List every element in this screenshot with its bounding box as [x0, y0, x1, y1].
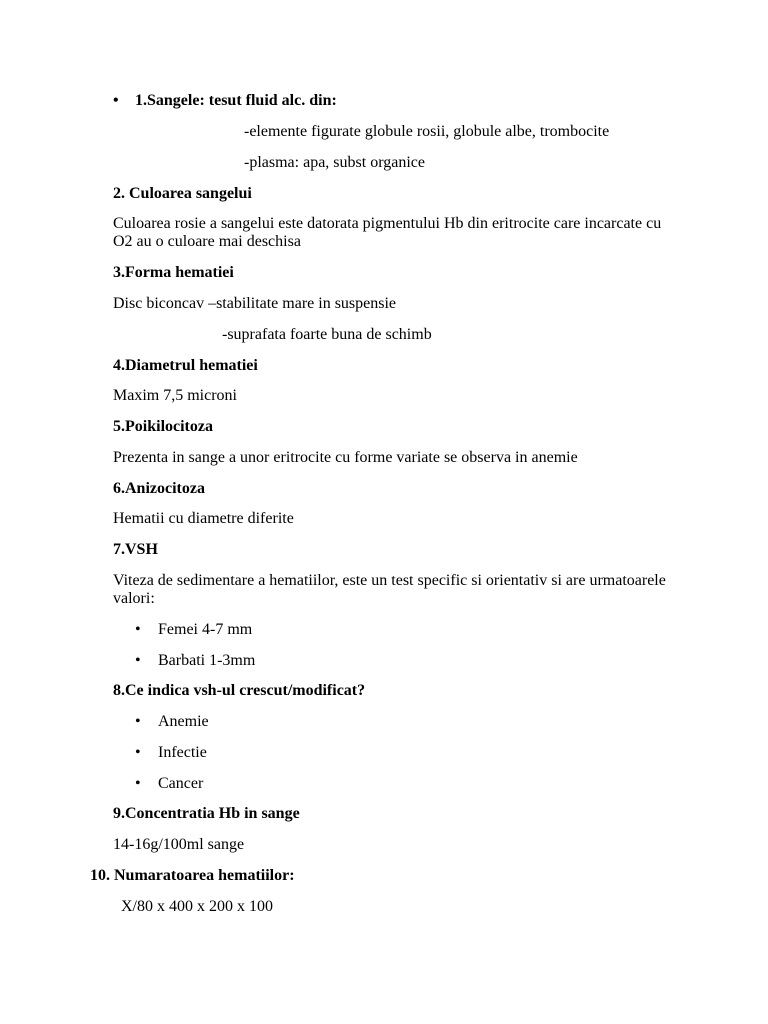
section-10-heading: 10. Numaratoarea hematiilor:	[90, 867, 295, 884]
section-1-line-2: -plasma: apa, subst organice	[244, 154, 425, 171]
section-2-text: Culoarea rosie a sangelui este datorata pigmentului Hb din eritrocite care incarcate cu O2 au o culoare mai deschisa	[113, 215, 662, 250]
section-6-text: Hematii cu diametre diferite	[113, 510, 294, 527]
section-5-text: Prezenta in sange a unor eritrocite cu forme variate se observa in anemie	[113, 449, 578, 466]
section-5-heading: 5.Poikilocitoza	[113, 418, 213, 435]
section-9-heading: 9.Concentratia Hb in sange	[113, 805, 300, 822]
section-8-item: Cancer	[158, 775, 204, 792]
section-10-text: X/80 x 400 x 200 x 100	[121, 898, 273, 915]
section-7-text: Viteza de sedimentare a hematiilor, este un test specific si orientativ si are urmatoarele valori:	[113, 572, 666, 607]
section-4-text: Maxim 7,5 microni	[113, 387, 237, 404]
section-2-heading: 2. Culoarea sangelui	[113, 185, 252, 202]
section-3-heading: 3.Forma hematiei	[113, 264, 234, 281]
section-7-heading: 7.VSH	[113, 541, 158, 558]
section-7-item: Barbati 1-3mm	[158, 652, 256, 669]
bullet-icon: •	[135, 744, 141, 761]
bullet-icon: •	[113, 92, 119, 109]
bullet-icon: •	[135, 621, 141, 638]
section-8-item: Infectie	[158, 744, 207, 761]
bullet-icon: •	[135, 652, 141, 669]
section-8-item: Anemie	[158, 713, 209, 730]
bullet-icon: •	[135, 713, 141, 730]
section-9-text: 14-16g/100ml sange	[113, 836, 245, 853]
bullet-icon: •	[135, 775, 141, 792]
section-3-line-1: Disc biconcav –stabilitate mare in suspensie	[113, 295, 397, 312]
section-1-line-1: -elemente figurate globule rosii, globule albe, trombocite	[244, 123, 610, 140]
section-7-item: Femei 4-7 mm	[158, 621, 253, 638]
section-8-heading: 8.Ce indica vsh-ul crescut/modificat?	[113, 682, 366, 699]
section-1-heading: 1.Sangele: tesut fluid alc. din:	[135, 92, 337, 109]
section-3-line-2: -suprafata foarte buna de schimb	[222, 326, 432, 343]
section-4-heading: 4.Diametrul hematiei	[113, 357, 258, 374]
section-6-heading: 6.Anizocitoza	[113, 480, 205, 497]
